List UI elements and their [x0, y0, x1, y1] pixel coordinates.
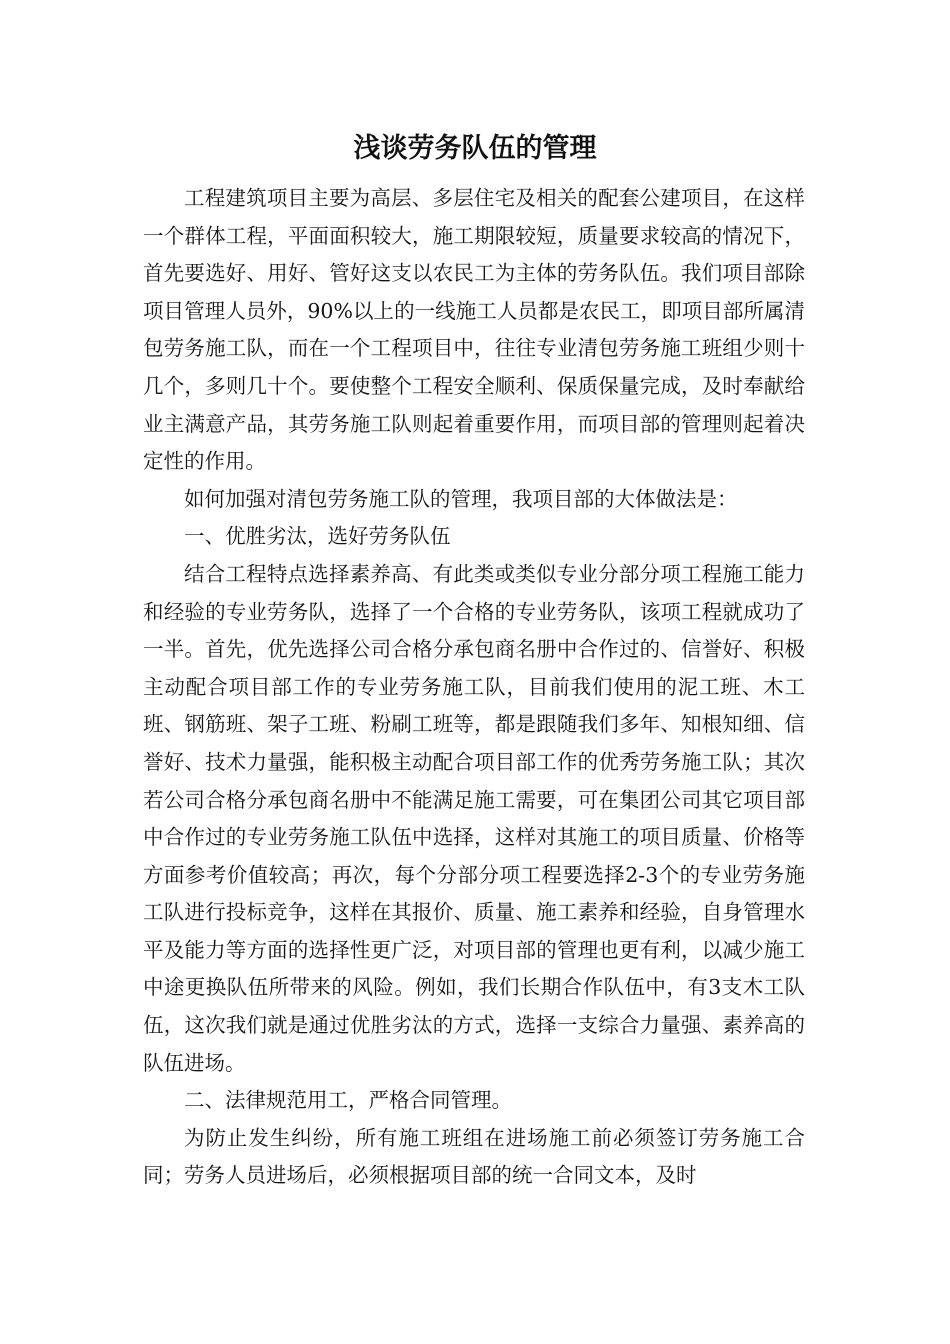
- paragraph-method-lead: 如何加强对清包劳务施工队的管理，我项目部的大体做法是：: [184, 486, 738, 511]
- paragraph-section-2: 为防止发生纠纷，所有施工班组在进场施工前必须签订劳务施工合同；劳务人员进场后，必须根据项目部的统一合同文本，及时: [143, 1125, 805, 1188]
- paragraph-intro: 工程建筑项目主要为高层、多层住宅及相关的配套公建项目，在这样一个群体工程，平面面积较大，施工期限较短，质量要求较高的情况下，首先要选好、用好、管好这支以农民工为主体的劳务队伍。我们项目部除项目管理人员外，90%以上的一线施工人员都是农民工，即项目部所属清包劳务施工队，而在一个工程项目中，往往专业清包劳务施工班组少则十几个，多则几十个。要使整个工程安全顺利、保质保量完成，及时奉献给业主满意产品，其劳务施工队则起着重要作用，而项目部的管理则起着决定性的作用。: [143, 186, 805, 474]
- paragraph-section-1: 结合工程特点选择素养高、有此类或类似专业分部分项工程施工能力和经验的专业劳务队，选择了一个合格的专业劳务队，该项工程就成功了一半。首先，优先选择公司合格分承包商名册中合作过的、信誉好、积极主动配合项目部工作的专业劳务施工队，目前我们使用的泥工班、木工班、钢筋班、架子工班、粉刷工班等，都是跟随我们多年、知根知细、信誉好、技术力量强，能积极主动配合项目部工作的优秀劳务施工队；其次若公司合格分承包商名册中不能满足施工需要，可在集团公司其它项目部中合作过的专业劳务施工队伍中选择，这样对其施工的项目质量、价格等方面参考价值较高；再次，每个分部分项工程要选择2-3个的专业劳务施工队进行投标竞争，这样在其报价、质量、施工素养和经验，自身管理水平及能力等方面的选择性更广泛，对项目部的管理也更有利，以减少施工中途更换队伍所带来的风险。例如，我们长期合作队伍中，有3支木工队伍，这次我们就是通过优胜劣汰的方式，选择一支综合力量强、素养高的队伍进场。: [143, 561, 805, 1075]
- document-body: [143, 180, 805, 1195]
- document-title: 浅谈劳务队伍的管理: [353, 133, 597, 164]
- section-heading-1: 一、优胜劣汰，选好劳务队伍: [184, 524, 451, 549]
- section-heading-2: 二、法律规范用工，严格合同管理。: [184, 1088, 512, 1113]
